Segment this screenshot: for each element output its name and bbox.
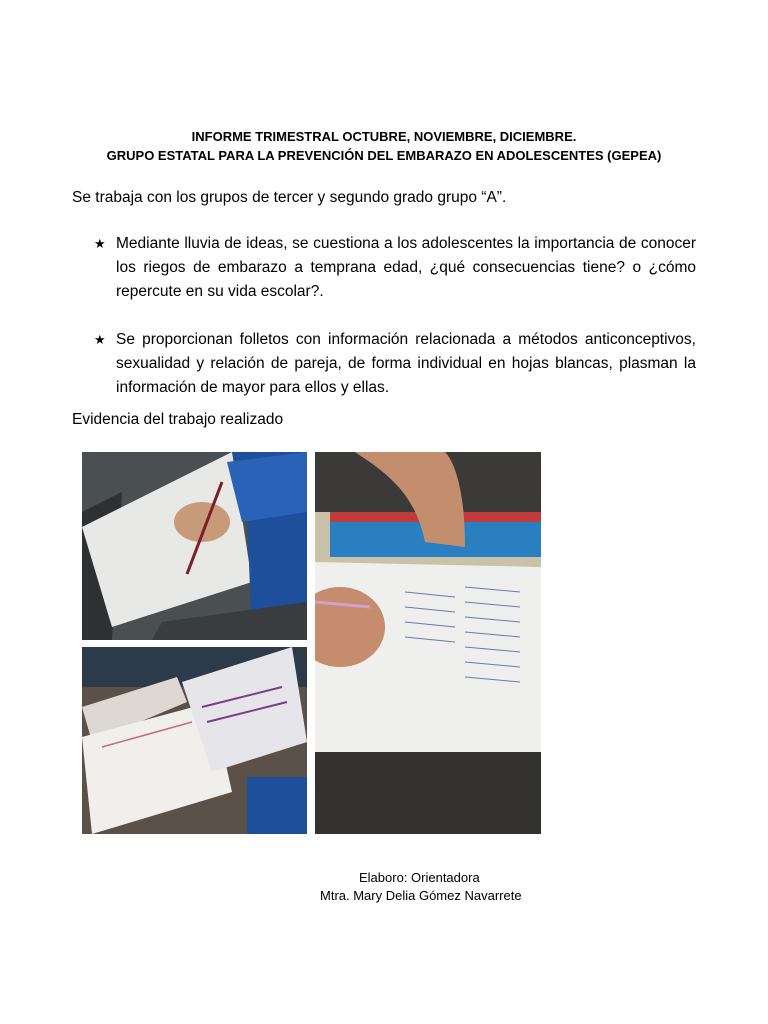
bullet-text-1: Mediante lluvia de ideas, se cuestiona a los adolescentes la importancia de conocer los riegos de embarazo a temprana edad, ¿qué consecuencias tiene? o ¿cómo repercute en su vida escolar?.: [116, 235, 696, 300]
signature-name: Mtra. Mary Delia Gómez Navarrete: [320, 888, 522, 903]
evidence-photo-notes: [315, 452, 541, 834]
signature-role: Elaboro: Orientadora: [359, 870, 480, 885]
evidence-photo-writing: [82, 452, 307, 640]
evidence-photo-leaflets: [82, 647, 307, 834]
intro-paragraph: Se trabaja con los grupos de tercer y segundo grado grupo “A”.: [72, 189, 507, 206]
title-line-2: GRUPO ESTATAL PARA LA PREVENCIÓN DEL EMBARAZO EN ADOLESCENTES (GEPEA): [106, 148, 662, 163]
star-icon: ★: [94, 332, 106, 347]
bullet-text-2: Se proporcionan folletos con información relacionada a métodos anticonceptivos, sexualidad y relación de pareja, de forma individual en hojas blancas, plasman la información de mayor para ellos y ellas.: [116, 331, 696, 396]
bullet-item-2: [94, 328, 696, 400]
bullet-item-1: [94, 232, 696, 304]
document-title: [0, 127, 768, 165]
evidence-heading: Evidencia del trabajo realizado: [72, 411, 284, 428]
title-line-1: INFORME TRIMESTRAL OCTUBRE, NOVIEMBRE, DICIEMBRE.: [191, 129, 577, 144]
star-icon: ★: [94, 236, 106, 251]
